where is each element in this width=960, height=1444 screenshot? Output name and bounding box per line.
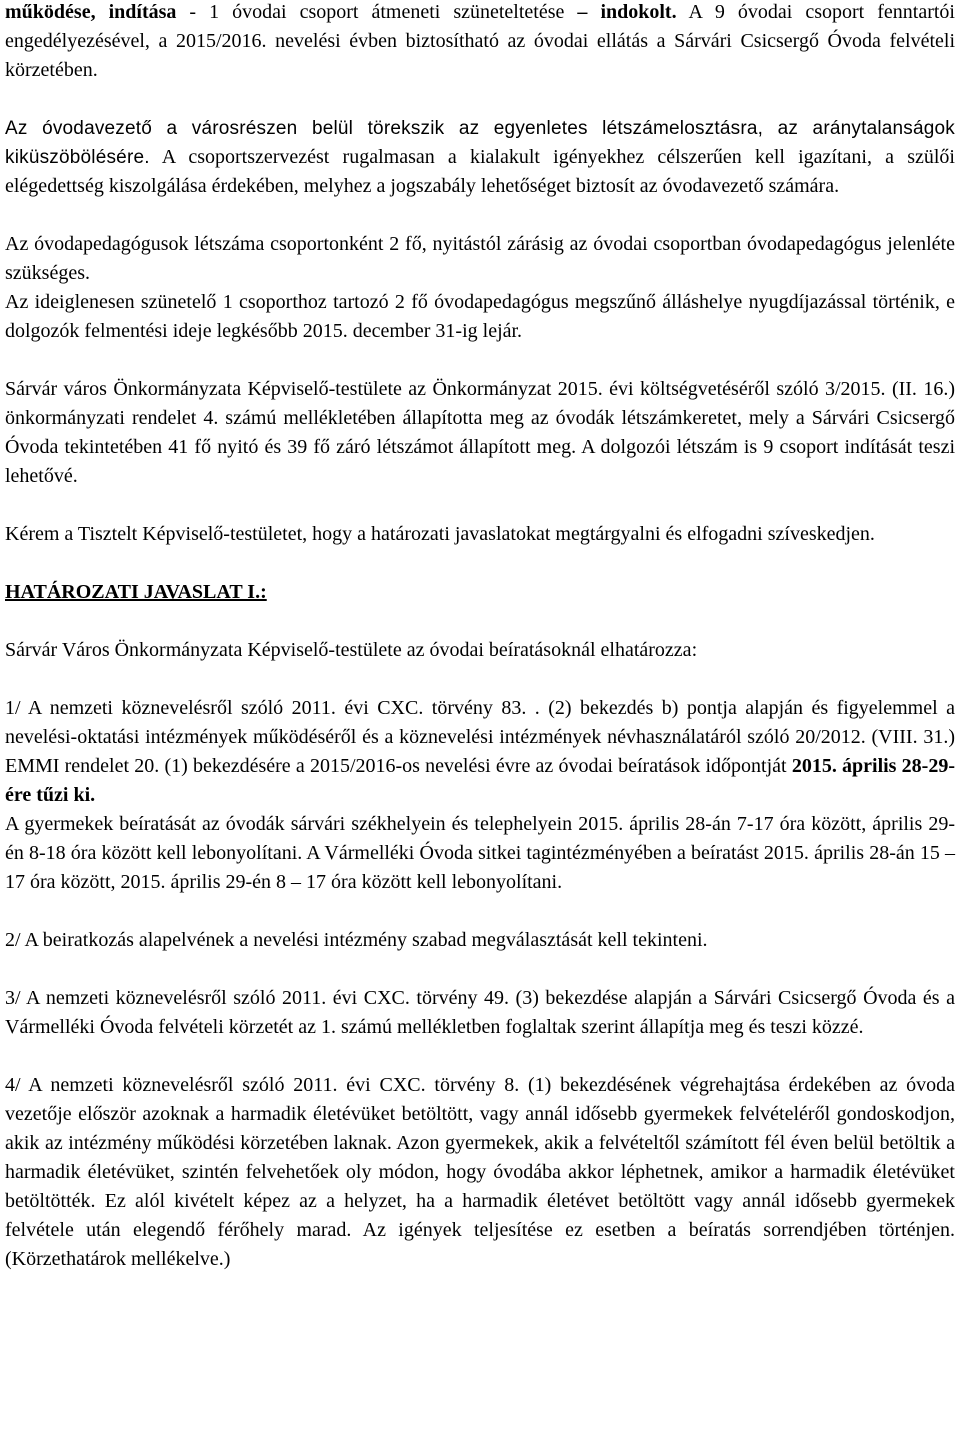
resolution-item-1 xyxy=(5,694,955,810)
spacer xyxy=(5,549,955,578)
spacer xyxy=(5,897,955,926)
text-run: A 9 óvodai csoport fenntartói engedélyezésével, a 2015/2016. nevelési évben biztosítható az óvodai ellátás a Sárvári Csicsergő Óvoda felvételi körzetében. xyxy=(5,1,955,81)
spacer xyxy=(5,665,955,694)
text-run-sans: Az óvodavezető a városrészen belül törekszik az egyenletes létszámelosztásra, az aránytalanságok kiküszöbölésére. xyxy=(5,118,955,168)
spacer xyxy=(5,201,955,230)
spacer xyxy=(5,491,955,520)
spacer xyxy=(5,85,955,114)
paragraph-teacher-count: Az óvodapedagógusok létszáma csoportonként 2 fő, nyitástól zárásig az óvodai csoportban óvodapedagógus jelenléte szükséges. xyxy=(5,233,955,284)
spacer xyxy=(5,346,955,375)
resolution-item-1-details: A gyermekek beíratását az óvodák sárvári székhelyein és telephelyein 2015. április 28-án 7-17 óra között, április 29-én 8-18 óra között kell lebonyolítani. A Vármelléki Óvoda sitkei tagintézményében a beíratást 2015. április 28-án 15 – 17 óra között, 2015. április 29-én 8 – 17 óra között kell lebonyolítani. xyxy=(5,813,955,893)
paragraph-intro xyxy=(5,0,955,85)
spacer xyxy=(5,607,955,636)
text-run: A csoportszervezést rugalmasan a kialakult igényekhez célszerűen kell igazítani, a szülői elégedettség kiszolgálása érdekében, melyhez a jogszabály lehetőséget biztosít az óvodavezető számára. xyxy=(5,146,955,197)
paragraph-group-organization xyxy=(5,114,955,201)
paragraph-budget: Sárvár város Önkormányzata Képviselő-testülete az Önkormányzat 2015. évi költségvetéséről szóló 3/2015. (II. 16.) önkormányzati rendelet 4. számú mellékletében állapította meg az óvodák létszámkeretet, mely a Sárvári Csicsergő Óvoda tekintetében 41 fő nyitó és 39 fő záró létszámot állapított meg. A dolgozói létszám is 9 csoport indítását teszi lehetővé. xyxy=(5,378,955,487)
bold-phrase: működése, indítása xyxy=(5,1,177,23)
paragraph-request: Kérem a Tisztelt Képviselő-testületet, hogy a határozati javaslatokat megtárgyalni és elfogadni szíveskedjen. xyxy=(5,523,875,545)
resolution-item-3: 3/ A nemzeti köznevelésről szóló 2011. évi CXC. törvény 49. (3) bekezdése alapján a Sárvári Csicsergő Óvoda és a Vármelléki Óvoda felvételi körzetét az 1. számú mellékletben foglaltak szerint állapítja meg és teszi közzé. xyxy=(5,987,955,1038)
resolution-heading: HATÁROZATI JAVASLAT I.: xyxy=(5,581,267,603)
text-run: - 1 óvodai csoport átmeneti szüneteltetése xyxy=(176,1,578,23)
paragraph-resolution-intro: Sárvár Város Önkormányzata Képviselő-testülete az óvodai beíratásoknál elhatározza: xyxy=(5,639,698,661)
bold-phrase: – indokolt. xyxy=(577,1,677,23)
resolution-item-2: 2/ A beiratkozás alapelvének a nevelési intézmény szabad megválasztását kell tekinteni. xyxy=(5,929,708,951)
document-page xyxy=(5,0,955,1274)
spacer xyxy=(5,1042,955,1071)
bold-phrase: 2015. április 28-29-ére tűzi ki. xyxy=(5,755,955,806)
paragraph-suspended-group: Az ideiglenesen szünetelő 1 csoporthoz tartozó 2 fő óvodapedagógus megszűnő álláshelye nyugdíjazással történik, e dolgozók felmentési ideje legkésőbb 2015. december 31-ig lejár. xyxy=(5,291,955,342)
resolution-item-4: 4/ A nemzeti köznevelésről szóló 2011. évi CXC. törvény 8. (1) bekezdésének végrehajtása érdekében az óvoda vezetője először azoknak a harmadik életévüket betöltött, vagy annál idősebb gyermekek felvételéről gondoskodjon, akik az intézmény működési körzetében laknak. Azon gyermekek, akik a felvételtől számított fél éven belül betöltik a harmadik életévüket, szintén felvehetőek oly módon, hogy óvodába akkor léphetnek, amikor a harmadik életévüket betöltötték. Ez alól kivételt képez az a helyzet, ha a harmadik életévet betöltött vagy annál idősebb gyermekek felvétele után elegendő férőhely marad. Az igények teljesítése ez esetben a beíratás sorrendjében történjen. (Körzethatárok mellékelve.) xyxy=(5,1074,955,1270)
spacer xyxy=(5,955,955,984)
text-run: 1/ A nemzeti köznevelésről szóló 2011. évi CXC. törvény 83. . (2) bekezdés b) pontja alapján és figyelemmel a nevelési-oktatási intézmények működéséről és a köznevelési intézmények névhasználatáról szóló 20/2012. (VIII. 31.) EMMI rendelet 20. (1) bekezdésére a 2015/2016-os nevelési évre az óvodai beíratások időpontját xyxy=(5,697,955,777)
